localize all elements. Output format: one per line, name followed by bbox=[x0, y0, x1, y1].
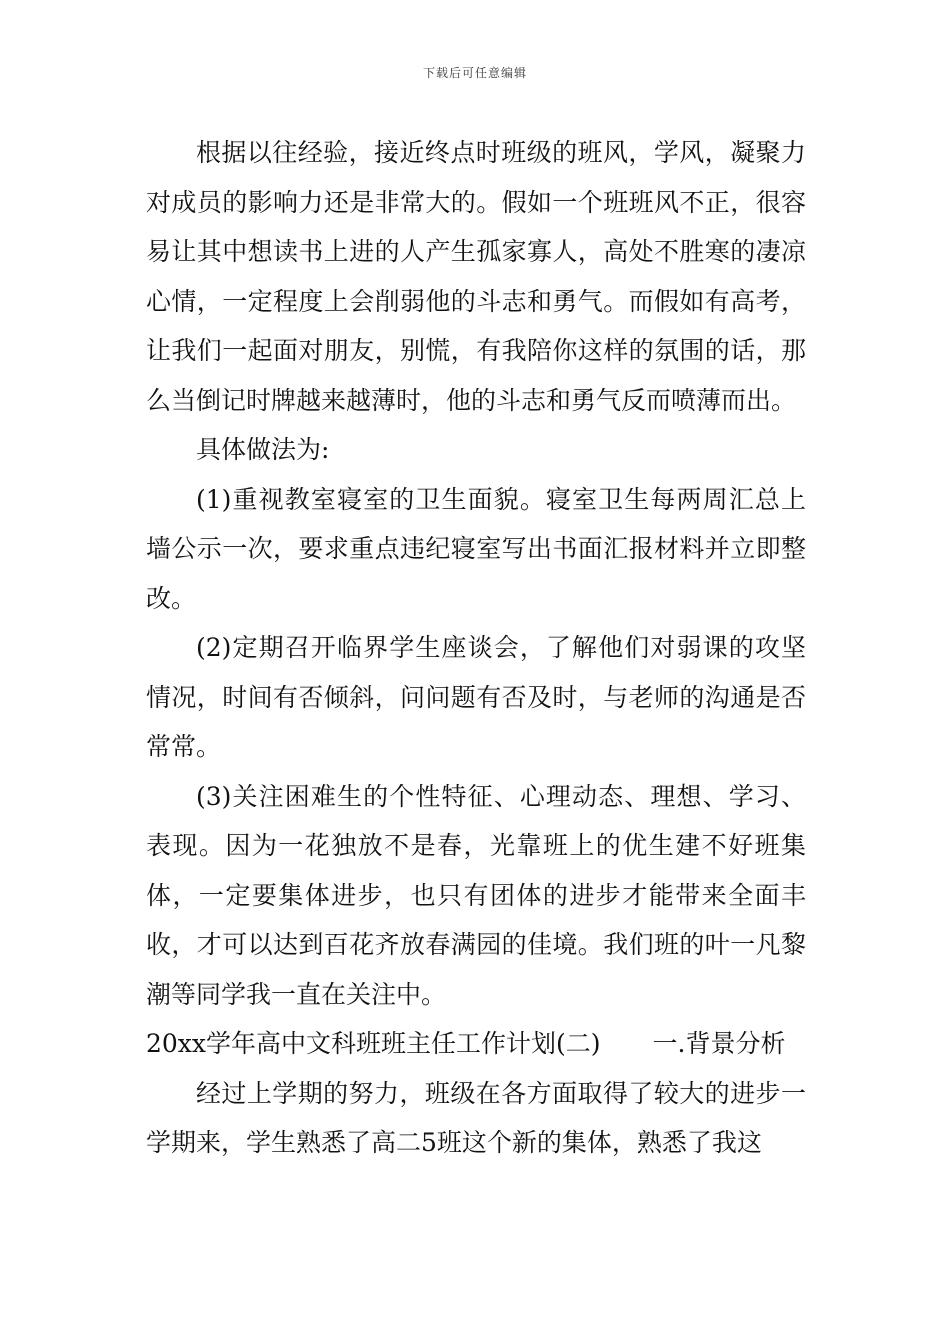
paragraph-background: 经过上学期的努力，班级在各方面取得了较大的进步一学期来，学生熟悉了高二5班这个新的集体，熟悉了我这 bbox=[146, 1078, 806, 1157]
paragraph-item-2: (2)定期召开临界学生座谈会，了解他们对弱课的攻坚情况，时间有否倾斜，问问题有否及时，与老师的沟通是否常常。 bbox=[146, 633, 806, 761]
background-analysis-heading: 一.背景分析 bbox=[652, 1029, 786, 1058]
paragraph-item-3: (3)关注困难生的个性特征、心理动态、理想、学习、表现。因为一花独放不是春，光靠班上的优生建不好班集体，一定要集体进步，也只有团体的进步才能带来全面丰收，才可以达到百花齐放春满园的佳境。我们班的叶一凡黎潮等同学我一直在关注中。 bbox=[146, 781, 806, 1009]
plan-title: 20xx学年高中文科班班主任工作计划(二) bbox=[146, 1029, 601, 1058]
section-heading bbox=[146, 1019, 806, 1069]
paragraph-class-atmosphere: 根据以往经验，接近终点时班级的班风，学风，凝聚力对成员的影响力还是非常大的。假如一个班班风不正，很容易让其中想读书上进的人产生孤家寡人，高处不胜寒的凄凉心情，一定程度上会削弱他的斗志和勇气。而假如有高考，让我们一起面对朋友，别慌，有我陪你这样的氛围的话，那么当倒记时牌越来越薄时，他的斗志和勇气反而喷薄而出。 bbox=[146, 138, 806, 415]
page-header-note: 下载后可任意编辑 bbox=[422, 66, 527, 80]
document-body bbox=[146, 128, 806, 1168]
paragraph-item-1: (1)重视教室寝室的卫生面貌。寝室卫生每两周汇总上墙公示一次，要求重点违纪寝室写出书面汇报材料并立即整改。 bbox=[146, 484, 806, 613]
paragraph-methods-intro: 具体做法为: bbox=[196, 435, 330, 464]
